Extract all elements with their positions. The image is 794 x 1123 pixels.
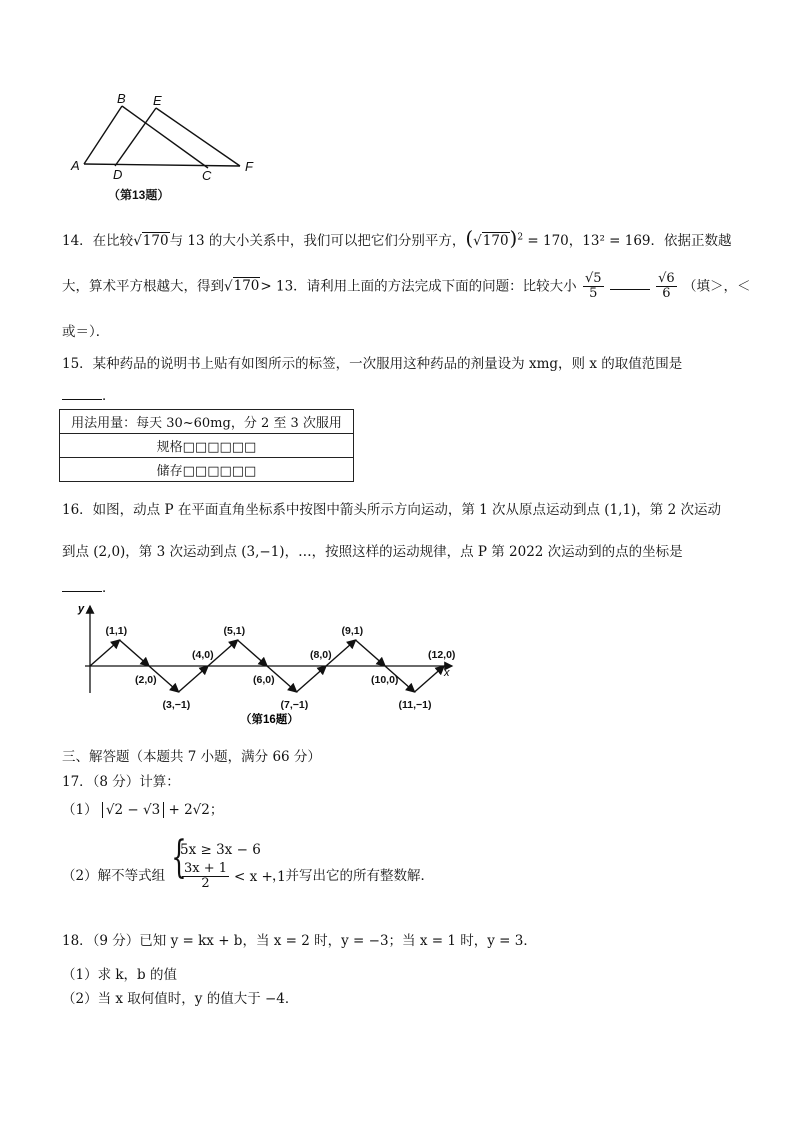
q16-line1: 16．如图，动点 P 在平面直角坐标系中按图中箭头所示方向运动，第 1 次从原点运动到点 (1,1)，第 2 次运动 [62, 502, 721, 518]
q16-line2: 到点 (2,0)，第 3 次运动到点 (3,−1)，…，按照这样的运动规律，点 P 第 2022 次运动到的点的坐标是 [62, 544, 683, 560]
point-label: (8,0) [310, 649, 332, 661]
point-label: (3,−1) [162, 699, 191, 711]
q14-line1-a: 14．在比较 [62, 233, 134, 249]
q16-answer-blank[interactable] [62, 581, 102, 592]
q14-line2: 大，算术平方根越大，得到√170> 13．请利用上面的方法完成下面的问题：比较大小 $\frac{√5}{5}$ $\frac{√6}{6}$ （填＞，＜ [62, 271, 751, 302]
motion-segment [415, 666, 445, 692]
q14-fraction-1: $\frac{√5}{5}$ [584, 271, 602, 302]
q14-fraction-2: $\frac{√6}{6}$ [658, 271, 675, 302]
axis-y-label: y [78, 603, 85, 615]
q16-end: ． [102, 580, 116, 596]
q17-title: 17．（8 分）计算： [62, 774, 180, 790]
fig13-caption: （第13题） [108, 188, 170, 202]
q17-brace: { [171, 832, 187, 883]
q15-line2 [62, 384, 116, 404]
q14-line1: 14．在比较√170与 13 的大小关系中，我们可以把它们分别平方，$(√170)^2 = 170$，13² = 169．依据正数越 [62, 226, 732, 250]
q18-part1: （1）求 k，b 的值 [62, 967, 177, 983]
q14-rad-170b: 170 [482, 233, 509, 249]
fig13-label-f: F [245, 159, 253, 174]
fig16-caption: （第16题） [240, 714, 299, 726]
motion-segment [297, 666, 327, 692]
axis-x-label: x [444, 667, 450, 679]
point-label: (4,0) [192, 649, 214, 661]
q17-abs-value: √2 − √3 [102, 802, 164, 818]
q15-answer-blank[interactable] [62, 389, 102, 400]
q14-answer-blank[interactable] [610, 279, 650, 290]
fig13-label-a: A [71, 158, 80, 173]
point-label: (9,1) [341, 625, 364, 637]
q14-line1-c: = 170，13² = 169．依据正数越 [527, 233, 732, 249]
q17-p1-label: （1） [62, 802, 98, 818]
point-label: (5,1) [223, 625, 246, 637]
q15-text: 15．某种药品的说明书上贴有如图所示的标签，一次服用这种药品的剂量设为 xmg，则 x 的取值范围是 [62, 356, 683, 372]
q17-ineq-2: $\frac{3x + 1}{2}$ < x + 1 [184, 861, 286, 892]
q15-label-dosage: 用法用量：每天 30~60mg，分 2 至 3 次服用 [60, 410, 354, 434]
q14-rad-170: 170 [142, 233, 169, 249]
q16-line3 [62, 576, 116, 596]
q17-part1 [62, 798, 223, 818]
figure-13 [60, 88, 280, 208]
q15-label-spec: 规格□□□□□□ [60, 434, 354, 458]
motion-segment [120, 640, 150, 666]
q14-rad-170c: 170 [233, 278, 260, 295]
q18-part2: （2）当 x 取何值时，y 的值大于 −4． [62, 991, 299, 1007]
point-label: (6,0) [253, 674, 275, 686]
figure-16 [70, 598, 470, 730]
q14-line2-c: （填＞，＜ [682, 278, 751, 295]
motion-segment [179, 666, 209, 692]
point-label: (10,0) [371, 674, 399, 686]
point-label: (2,0) [135, 674, 157, 686]
q15-medicine-label [59, 409, 354, 482]
fig13-label-b: B [117, 91, 126, 106]
q18-title: 18．（9 分）已知 y = kx + b，当 x = 2 时，y = −3；当 x = 1 时，y = 3． [62, 933, 537, 949]
fig13-label-e: E [153, 93, 162, 108]
q17-ineq-1: 5x ≥ 3x − 6 [180, 842, 261, 858]
motion-segment [356, 640, 386, 666]
q17-p2-tail: ，并写出它的所有整数解． [272, 868, 434, 884]
fig13-label-c: C [202, 168, 212, 183]
section-3-heading: 三、解答题（本题共 7 小题，满分 66 分） [62, 749, 321, 765]
q14-line2-b: > 13．请利用上面的方法完成下面的问题：比较大小 [260, 278, 577, 295]
q17-p2-label: （2）解不等式组 [62, 868, 166, 884]
point-label: (1,1) [105, 625, 128, 637]
fig13-label-d: D [113, 167, 123, 182]
point-label: (11,−1) [398, 699, 432, 711]
q14-line2-a: 大，算术平方根越大，得到 [62, 278, 224, 295]
q15-end: ． [102, 388, 116, 404]
motion-segment [90, 640, 120, 666]
point-label: (12,0) [428, 649, 456, 661]
q14-line3: 或＝）． [62, 324, 110, 340]
point-label: (7,−1) [280, 699, 309, 711]
q14-line1-b: 与 13 的大小关系中，我们可以把它们分别平方， [169, 233, 466, 249]
q15-label-storage: 储存□□□□□□ [60, 458, 354, 482]
q17-p1-rest: + 2√2； [168, 802, 224, 818]
motion-segment [238, 640, 268, 666]
